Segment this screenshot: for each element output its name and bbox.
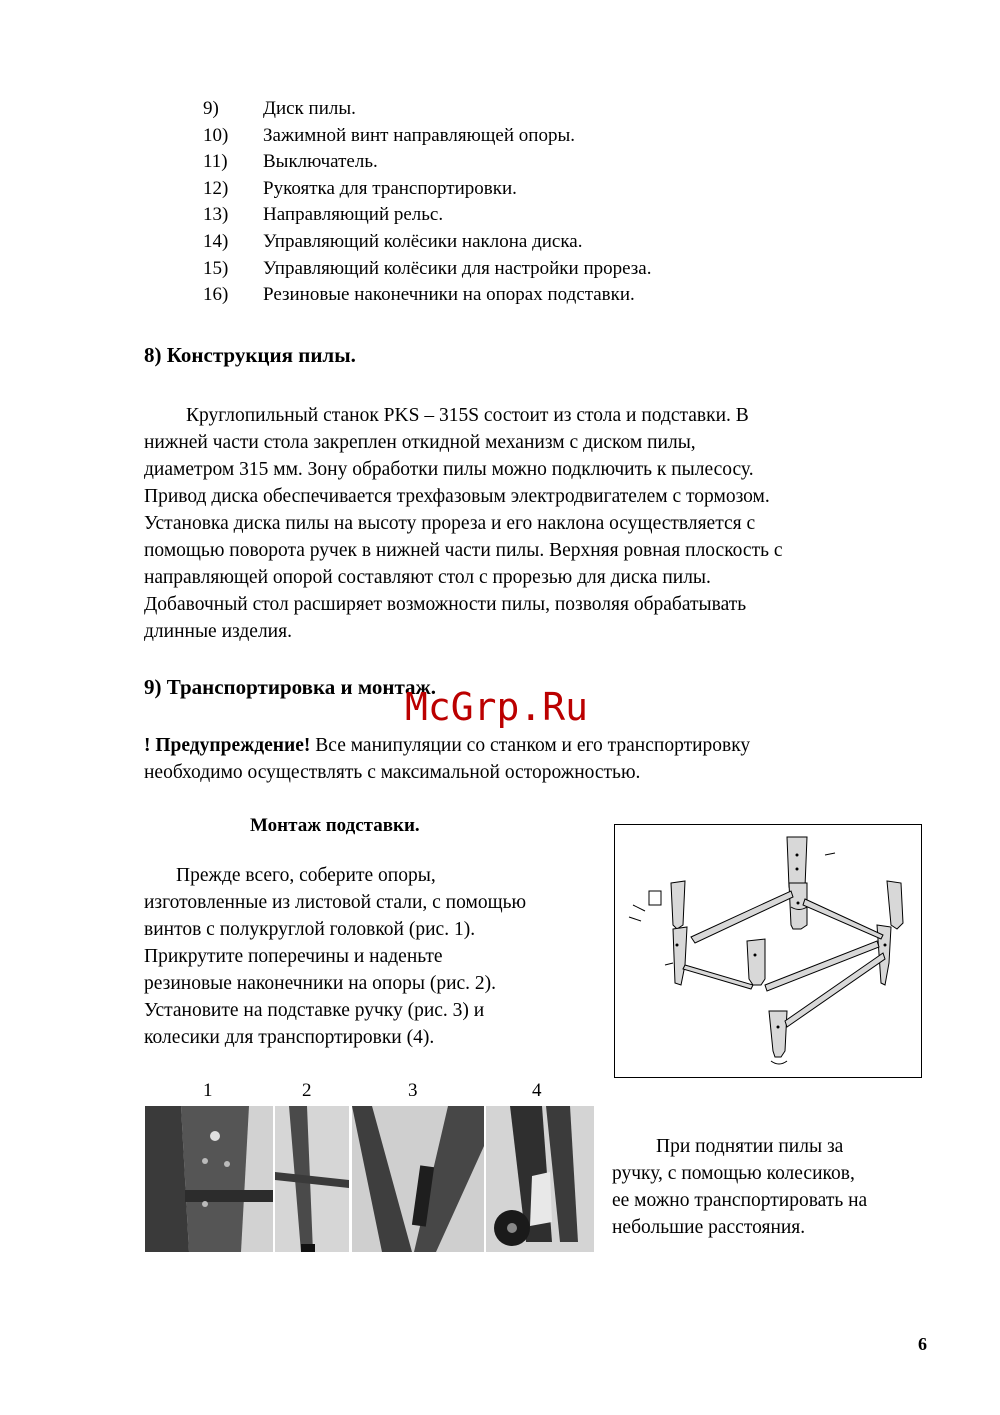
figure-number: 3 [408, 1080, 418, 1101]
paragraph-line: направляющей опорой составляют стол с прорезью для диска пилы. [144, 567, 711, 588]
figure-number: 4 [532, 1080, 542, 1101]
list-item: 12) Рукоятка для транспортировки. [203, 177, 517, 199]
list-item: 10) Зажимной винт направляющей опоры. [203, 124, 575, 146]
paragraph-line: помощью поворота ручек в нижней части пилы. Верхняя ровная плоскость с [144, 540, 783, 561]
transport-note: При поднятии пилы за ручку, с помощью колесиков, ее можно транспортировать на небольшие расстояния. [612, 1136, 868, 1238]
paragraph-line: Привод диска обеспечивается трехфазовым электродвигателем с тормозом. [144, 486, 770, 507]
list-item: 11) Выключатель. [203, 151, 378, 173]
photo-leg-screws [145, 1106, 273, 1252]
page-number: 6 [918, 1334, 927, 1354]
paragraph-line: диаметром 315 мм. Зону обработки пилы можно подключить к пылесосу. [144, 459, 754, 480]
warning-paragraph: ! Предупреждение! Все манипуляции со станком и его транспортировку необходимо осуществлять с максимальной осторожностью. [144, 735, 751, 783]
paragraph-line: Круглопильный станок PKS – 315S состоит из стола и подставки. В [186, 405, 749, 426]
figure-number: 1 [203, 1080, 213, 1101]
watermark: McGrp.Ru [405, 685, 589, 729]
list-item: 15) Управляющий колёсики для настройки прореза. [203, 257, 652, 279]
list-item: 9) Диск пилы. [203, 98, 356, 119]
list-item: 13) Направляющий рельс. [203, 204, 444, 226]
section-8-paragraph [144, 402, 944, 645]
paragraph-line: Установка диска пилы на высоту прореза и его наклона осуществляется с [144, 513, 756, 534]
warning-label: ! Предупреждение! [144, 735, 311, 756]
figure-number: 2 [302, 1080, 312, 1101]
section-8-heading: 8) Конструкция пилы. [144, 343, 356, 367]
assembly-paragraph: Прежде всего, соберите опоры, изготовленные из листовой стали, с помощью винтов с полукруглой головкой (рис. 1). Прикрутите поперечины и наденьте резиновые наконечники на опоры (рис. 2). Установите на подставке ручку (рис. 3) и колесики для транспортировки (4). [144, 865, 527, 1048]
stand-exploded-diagram [614, 824, 922, 1078]
assembly-heading: Монтаж подставки. [250, 815, 420, 836]
paragraph-line: Добавочный стол расширяет возможности пилы, позволяя обрабатывать [144, 594, 747, 615]
section-9-heading: 9) Транспортировка и монтаж. [144, 675, 437, 699]
paragraph-line: длинные изделия. [144, 621, 292, 642]
list-item: 16) Резиновые наконечники на опорах подставки. [203, 284, 635, 306]
photo-handle [352, 1106, 484, 1252]
parts-list [203, 96, 963, 309]
photo-wheels [486, 1106, 594, 1252]
photo-crossbar [275, 1106, 349, 1252]
list-item: 14) Управляющий колёсики наклона диска. [203, 230, 583, 252]
stand-diagram-svg [615, 825, 921, 1077]
paragraph-line: нижней части стола закреплен откидной механизм с диском пилы, [144, 432, 696, 453]
